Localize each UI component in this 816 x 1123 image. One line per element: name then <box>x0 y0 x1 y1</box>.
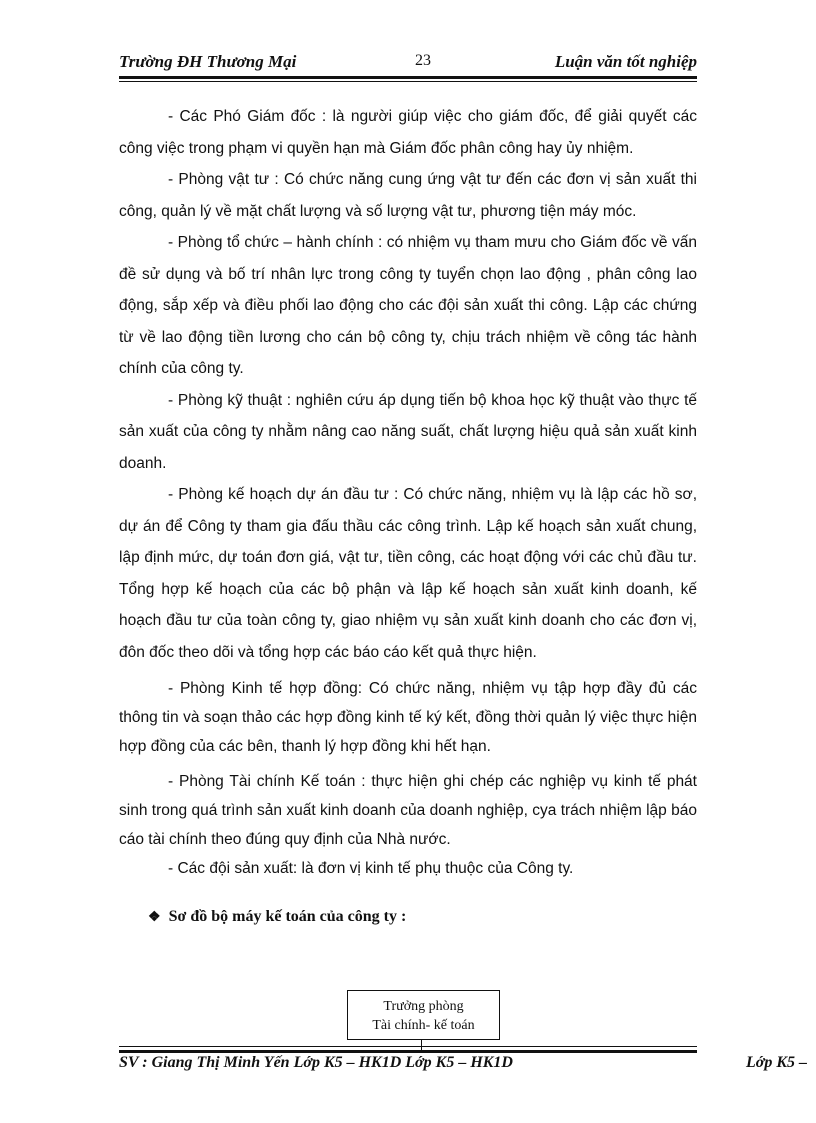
paragraph-doi-san-xuat: - Các đội sản xuất: là đơn vị kinh tế phụ thuộc của Công ty. <box>168 860 574 877</box>
page-footer <box>119 1054 816 1078</box>
footer-student: SV : Giang Thị Minh Yến Lớp K5 – HK1D Lớp K5 – HK1D <box>119 1054 513 1071</box>
page-header <box>119 50 697 76</box>
diamond-bullet-icon: ❖ <box>148 910 161 925</box>
footer-class: Lớp K5 – <box>746 1054 808 1071</box>
header-rule-thick <box>119 76 697 79</box>
body-text <box>119 101 697 883</box>
footer-rule-thick <box>119 1050 697 1053</box>
org-chart-box-line1: Trưởng phòng <box>383 999 464 1014</box>
org-chart-top-box <box>347 990 500 1040</box>
paragraph-phong-kinh-te: - Phòng Kinh tế hợp đồng: Có chức năng, nhiệm vụ tập hợp đầy đủ các thông tin và soạn thảo các hợp đồng kinh tế ký kết, đồng thời quản lý việc thực hiện hợp đồng của các bên, thanh lý hợp đồng khi hết hạn. <box>119 680 697 755</box>
paragraph-phong-vat-tu: - Phòng vật tư : Có chức năng cung ứng vật tư đến các đơn vị sản xuất thi công, quản lý về mặt chất lượng và số lượng vật tư, phương tiện máy móc. <box>119 171 697 220</box>
section-heading <box>148 908 406 926</box>
paragraph-phong-ke-hoach: - Phòng kế hoạch dự án đầu tư : Có chức năng, nhiệm vụ là lập các hồ sơ, dự án để Công ty tham gia đấu thầu các công trình. Lập kế hoạch sản xuất chung, lập định mức, dự toán đơn giá, vật tư, tiền công, các hoạt động với các chủ đầu tư. Tổng hợp kế hoạch của các bộ phận và lập kế hoạch sản xuất kinh doanh, kế hoạch đầu tư của toàn công ty, giao nhiệm vụ sản xuất kinh doanh cho các đơn vị, đôn đốc theo dõi và tổng hợp các báo cáo kết quả thực hiện. <box>119 486 697 661</box>
header-page-number: 23 <box>415 52 431 69</box>
paragraph-phong-tai-chinh: - Phòng Tài chính Kế toán : thực hiện ghi chép các nghiệp vụ kinh tế phát sinh trong quá trình sản xuất kinh doanh của doanh nghiệp, cya trách nhiệm lập báo cáo tài chính theo đúng quy định của Nhà nước. <box>119 773 697 848</box>
header-rule-thin <box>119 81 697 82</box>
paragraph-phong-to-chuc: - Phòng tổ chức – hành chính : có nhiệm vụ tham mưu cho Giám đốc về vấn đề sử dụng và bố trí nhân lực trong công ty tuyển chọn lao động , phân công lao động, sắp xếp và điều phối lao động cho các đội sản xuất thi công. Lập các chứng từ về lao động tiền lương cho cán bộ công ty, chịu trách nhiệm về công tác hành chính của công ty. <box>119 234 697 377</box>
header-doc-type: Luận văn tốt nghiệp <box>554 52 697 71</box>
header-school: Trường ĐH Thương Mại <box>119 52 297 71</box>
paragraph-phong-ky-thuat: - Phòng kỹ thuật : nghiên cứu áp dụng tiến bộ khoa học kỹ thuật vào thực tế sản xuất của công ty nhằm nâng cao năng suất, chất lượng hiệu quả sản xuất kinh doanh. <box>119 391 697 472</box>
section-heading-text: Sơ đồ bộ máy kế toán của công ty : <box>168 908 407 925</box>
footer-rule-thin <box>119 1046 697 1047</box>
paragraph-pho-giam-doc: - Các Phó Giám đốc : là người giúp việc cho giám đốc, để giải quyết các công việc trong phạm vi quyền hạn mà Giám đốc phân công hay ủy nhiệm. <box>119 108 697 157</box>
org-chart-box-line2: Tài chính- kế toán <box>372 1018 475 1033</box>
